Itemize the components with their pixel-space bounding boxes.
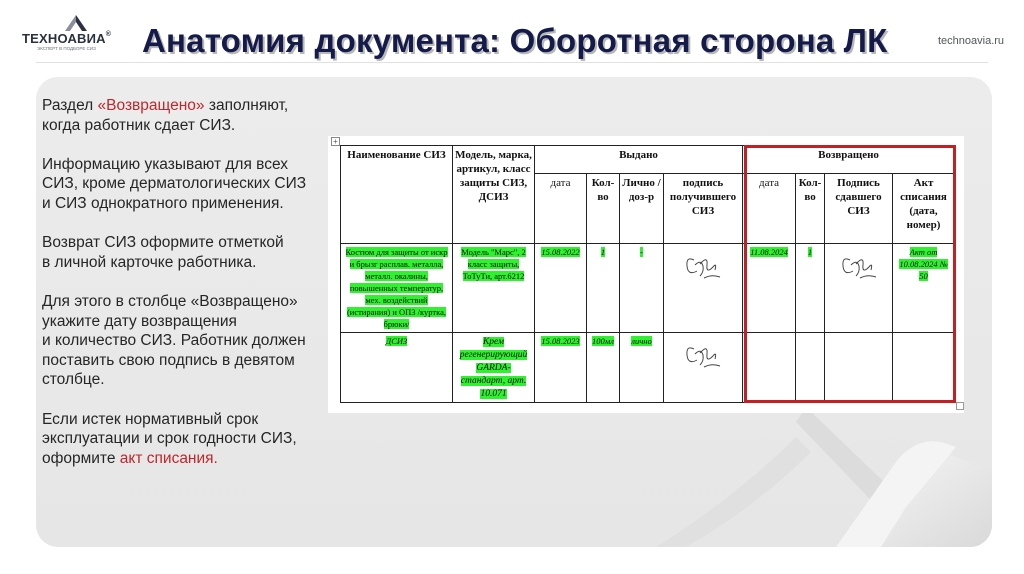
header-returned-qty: Кол-во (796, 174, 825, 244)
paragraph-1-line-2: когда работник сдает СИЗ. (42, 116, 236, 134)
cell-date-text: 15.08.2022 (541, 247, 580, 257)
header-returned: Возвращено (743, 146, 955, 174)
cell-personal (620, 244, 664, 333)
header-divider (36, 62, 988, 63)
returned-section-frame (744, 145, 956, 403)
paragraph-4-line-1: Для этого в столбце «Возвращено» (42, 292, 298, 310)
paragraph-3-line-1: Возврат СИЗ оформите отметкой (42, 234, 284, 252)
handwritten-signature (680, 250, 726, 282)
header-model: Модель, марка, артикул, класс защиты СИЗ, ДСИЗ (453, 146, 535, 244)
cell-qty (587, 333, 620, 403)
cell-name-text: ДСИЗ (385, 336, 408, 346)
paragraph-4-line-3: и количество СИЗ. Работник должен (42, 332, 306, 350)
cell-personal-text: - (640, 247, 643, 257)
header-returned-date: дата (743, 174, 796, 244)
cell-name (341, 244, 453, 333)
slide-title: Анатомия документа: Оборотная сторона ЛК (142, 22, 888, 59)
highlight-returned: «Возвращено» (97, 97, 205, 114)
paragraph-5-line-2: эксплуатации и срок годности СИЗ, (42, 430, 297, 448)
cell-name (341, 333, 453, 403)
logo-name: ТЕХНОАВИА® (22, 31, 112, 46)
cell-returned-date-text: 11.08.2024 (750, 247, 788, 257)
header-issued: Выдано (535, 146, 743, 174)
cell-returned-qty-text: 1 (807, 247, 813, 257)
paragraph-5-line-1: Если истек нормативный срок (42, 410, 259, 428)
paragraph-2-line-3: и СИЗ однократного применения. (42, 194, 284, 212)
cell-writeoff-text: Акт от 10.08.2024 № 50 (899, 247, 948, 281)
cell-signature-received (664, 333, 743, 403)
cell-date (535, 244, 587, 333)
handwritten-signature (680, 339, 726, 371)
header-issued-qty: Кол-во (587, 174, 620, 244)
paragraph-4-line-4: поставить свою подпись в девятом (42, 351, 295, 369)
paragraph-info-scope (42, 155, 342, 214)
header-signature-returned: Подпись сдавшего СИЗ (825, 174, 893, 244)
cell-date (535, 333, 587, 403)
cell-qty (587, 244, 620, 333)
logo-subtitle: ЭКСПЕРТ В ПОДБОРЕ СИЗ (37, 46, 96, 51)
cell-signature-received (664, 244, 743, 333)
paragraph-3-line-2: в личной карточке работника. (42, 253, 257, 271)
paragraph-5-line-3: оформите акт списания. (42, 449, 218, 467)
header-signature-received: подпись получившего СИЗ (664, 174, 743, 244)
cell-qty-text: 1 (600, 247, 606, 257)
paragraph-4-line-2: укажите дату возвращения (42, 312, 237, 330)
header-issued-date: дата (535, 174, 587, 244)
explanation-text (42, 96, 342, 488)
header-personal: Лично /доз-р (620, 174, 664, 244)
cell-qty-text: 100мл (592, 336, 614, 346)
highlight-writeoff: акт списания. (119, 449, 218, 467)
logo-mark-icon (63, 14, 89, 32)
paragraph-column-instructions (42, 292, 342, 390)
company-logo (22, 14, 122, 54)
paragraph-writeoff (42, 410, 342, 469)
paragraph-return-mark (42, 233, 342, 272)
table-move-handle-icon[interactable]: + (331, 137, 340, 146)
cell-name-text: Костюм для защиты от искр и брызг расплав. металла, металл. окалины, повышенных температур, мех. воздействий (истирания) и ОПЗ /куртка, брюки/ (345, 247, 448, 329)
cell-personal (620, 333, 664, 403)
paragraph-2-line-1: Информацию указывают для всех (42, 155, 289, 173)
paragraph-returned-section (42, 96, 342, 135)
paragraph-4-line-5: столбце. (42, 371, 105, 389)
cell-model (453, 244, 535, 333)
cell-model-text: Крем регенерирующий GARDA- стандарт, арт. 10.071 (459, 337, 528, 399)
header-writeoff: Акт списания (дата, номер) (893, 174, 955, 244)
table-resize-handle-icon[interactable] (956, 402, 964, 410)
cell-date-text: 15.08.2023 (541, 336, 580, 346)
paragraph-2-line-2: СИЗ, кроме дерматологических СИЗ (42, 175, 307, 193)
cell-model (453, 333, 535, 403)
cell-personal-text: лично (631, 336, 652, 346)
header-name: Наименование СИЗ (341, 146, 453, 244)
paragraph-1-line-1: Раздел «Возвращено» заполняют, (42, 97, 289, 114)
site-url[interactable]: technoavia.ru (938, 35, 1005, 47)
cell-model-text: Модель "Марс", 2 класс защиты, ТоТуТи, арт.6212 (461, 247, 526, 281)
